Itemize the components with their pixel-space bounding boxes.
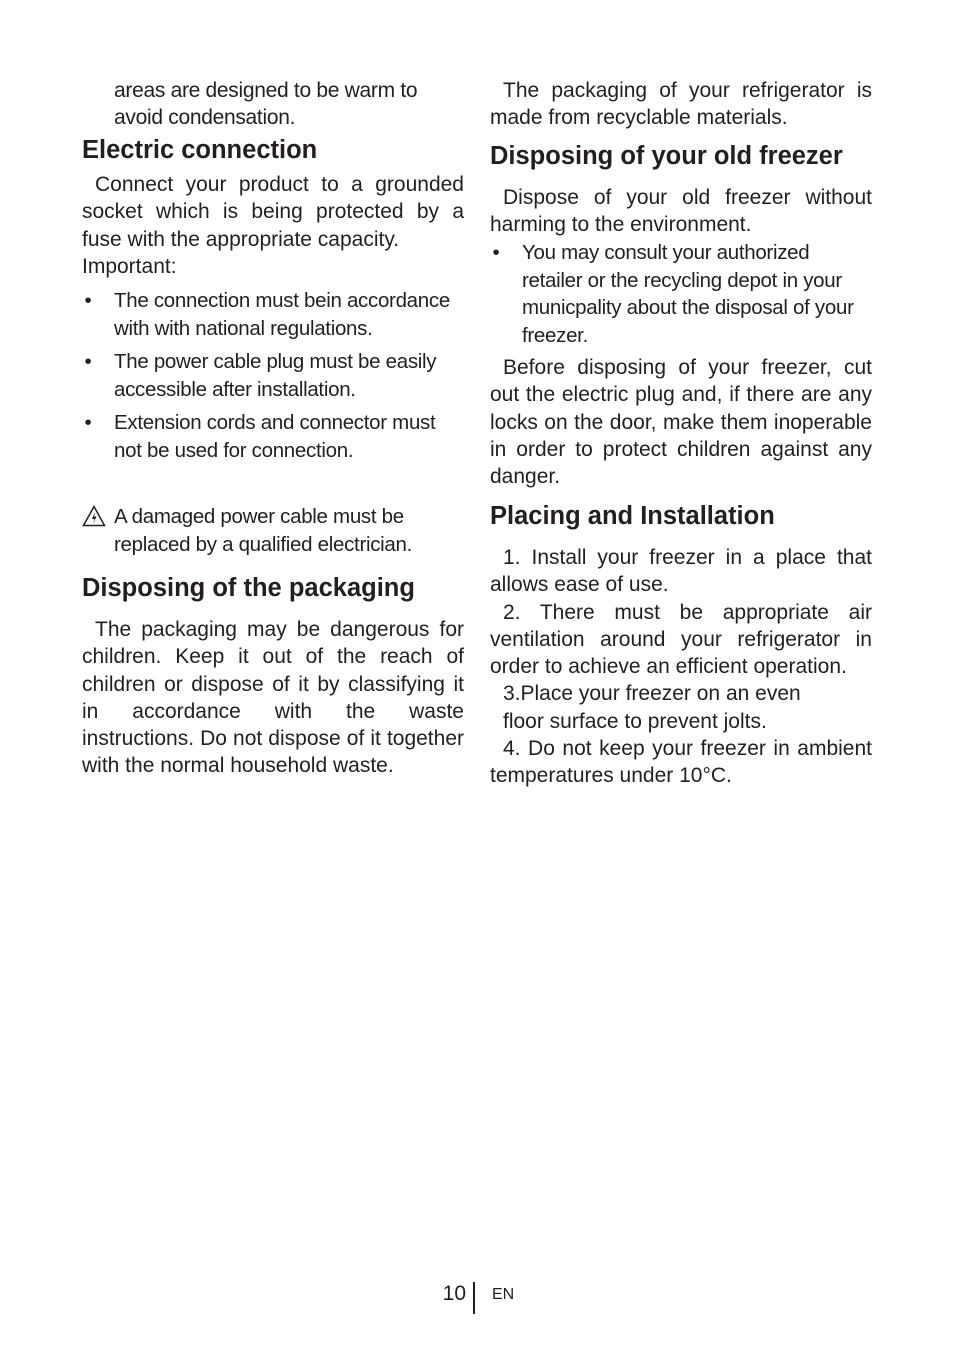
bullet-icon: • — [84, 289, 92, 312]
warning-triangle-icon — [82, 505, 106, 527]
step-3-line-1: 3.Place your freezer on an even — [503, 682, 801, 706]
disposing-packaging-heading: Disposing of the packaging — [82, 574, 415, 602]
page-number: 10 — [442, 1282, 466, 1305]
list-item: • Extension cords and connector must not be used for connection. — [82, 409, 464, 464]
footer-divider — [473, 1282, 475, 1314]
disposing-old-freezer-body: Before disposing of your freezer, cut out the electric plug and, if there are any locks on the door, make them inoperable in order to protect children against any danger. — [490, 356, 872, 489]
list-item: • The connection must bein accordance with with national regulations. — [82, 287, 464, 342]
electric-connection-heading: Electric connection — [82, 136, 318, 164]
disposing-old-freezer-intro: Dispose of your old freezer without harming to the environment. — [490, 186, 872, 237]
step-1: 1. Install your freezer in a place that allows ease of use. — [490, 546, 872, 597]
list-item: • You may consult your authorized retailer or the recycling depot in your municpality about the disposal of your freezer. — [490, 239, 872, 349]
placing-installation-steps — [490, 544, 872, 790]
list-item: • The power cable plug must be easily accessible after installation. — [82, 348, 464, 403]
disposing-old-freezer-heading: Disposing of your old freezer — [490, 142, 843, 170]
electric-connection-bullet-list — [82, 287, 464, 464]
disposing-packaging-body: The packaging may be dangerous for children. Keep it out of the reach of children or dispose of it by classifying it in accordance with the waste instructions. Do not dispose of it together with the normal household waste. — [82, 618, 464, 778]
warning-note: A damaged power cable must be replaced by a qualified electrician. — [82, 503, 464, 558]
step-2: 2. There must be appropriate air ventilation around your refrigerator in order to achieve an efficient operation. — [490, 600, 872, 679]
bullet-icon: • — [84, 350, 92, 373]
electric-connection-intro: Connect your product to a grounded socket which is being protected by a fuse with the appropriate capacity. Important: — [82, 173, 464, 278]
continued-paragraph: areas are designed to be warm to avoid condensation. — [114, 79, 418, 130]
step-3-line-2: floor surface to prevent jolts. — [503, 709, 767, 733]
language-code: EN — [492, 1286, 515, 1303]
packaging-recyclable-note: The packaging of your refrigerator is made from recyclable materials. — [490, 79, 872, 130]
bullet-icon: • — [492, 241, 500, 264]
bullet-icon: • — [84, 411, 92, 434]
step-4: 4. Do not keep your freezer in ambient temperatures under 10°C. — [490, 737, 872, 788]
placing-installation-heading: Placing and Installation — [490, 502, 775, 530]
